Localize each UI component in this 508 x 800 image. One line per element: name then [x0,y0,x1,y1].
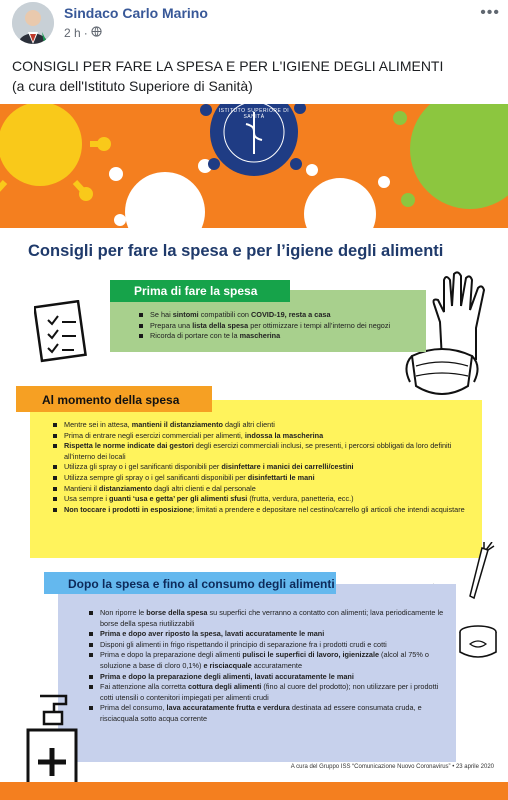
list-item-text: Non riporre le [100,608,147,617]
author-name[interactable]: Sindaco Carlo Marino [64,5,208,21]
list-item-text: mantieni il distanziamento [131,420,223,429]
list-item [138,331,424,342]
list-item [88,682,448,703]
list-item [138,321,424,332]
list-item-text: (frutta, verdura, panetteria, ecc.) [247,494,354,504]
list-item-text: Utilizza gli spray o i gel sanificanti disponibili per [64,462,222,472]
section-list [88,608,448,725]
list-item-text: (alcol al 75% o soluzione a base di cloro 0,1%) [100,650,429,670]
list-item-text: Disponi gli alimenti in frigo rispettando il principio di separazione fra i prodotti crudi e cotti [100,639,387,649]
list-item-text: per ottimizzare i tempi all’interno dei negozi [248,320,391,330]
list-item-text: cottura degli alimenti [188,682,262,692]
can-icon [456,624,500,660]
list-item [52,431,480,442]
virus-illustration [0,104,508,228]
bottom-strip [0,782,508,800]
list-item-text: Rispetta le norme indicate dai gestori [64,441,194,451]
section-before-shopping [110,280,426,352]
list-item-text: destinata ad essere consumata cruda, e risciacquala sotto acqua corrente [100,703,422,723]
list-item-text: disinfettarti le mani [247,472,315,482]
list-item-text: Mantieni il [64,483,99,493]
post-header [0,0,508,48]
more-options-icon[interactable]: ••• [480,4,500,21]
post-caption [12,56,498,96]
list-item [52,494,480,505]
caption-line-2: (a cura dell'Istituto Superiore di Sanità) [12,78,253,94]
section-title: Dopo la spesa e fino al consumo degli alimenti [68,577,335,591]
section-list [138,310,424,342]
poster-banner [0,104,508,228]
list-item-text: distanziamento [98,483,153,493]
list-item-text: accuratamente [251,660,303,670]
poster-image[interactable] [0,104,508,800]
list-item [52,484,480,495]
list-item [52,505,480,516]
list-item-text: su superfici che verranno a contatto con alimenti; lava periodicamente le borse della spesa riutilizzabili [100,608,444,628]
list-item-text: Fai attenzione alla corretta [100,682,189,692]
checklist-icon [34,300,92,364]
list-item [88,650,448,671]
list-item [88,640,448,651]
list-item-text: guanti ‘usa e getta’ per gli alimenti sfusi [109,494,248,504]
list-item-text: e risciacquale [203,660,252,670]
list-item-text: COVID-19, resta a casa [251,310,331,319]
list-item [52,441,480,462]
list-item-text: mascherina [239,331,281,341]
list-item-text: lava accuratamente frutta e verdura [166,703,290,713]
list-item-text: borse della spesa [146,608,208,617]
list-item [88,608,448,629]
poster-footer: A cura del Gruppo ISS “Comunicazione Nuovo Coronavirus” • 23 aprile 2020 [290,764,494,770]
list-item-text: degli esercizi commerciali inclusi, se presenti, i percorsi obbligati da loro definiti all’interno dei locali [64,441,452,461]
list-item-text: Non toccare i prodotti in esposizione [64,504,193,514]
list-item [52,420,480,431]
list-item-text: disinfettare i manici dei carrelli/cestini [221,462,354,472]
list-item-text: ; limitati a prendere e depositare nel cestino/carrello gli articoli che intendi acquistare [192,504,465,514]
section-after-shopping [44,572,458,762]
list-item-text: lista della spesa [192,320,249,330]
list-item-text: Ricorda di portare con te la [150,331,240,341]
section-title: Al momento della spesa [42,393,180,407]
list-item-text: Prima e dopo aver riposto la spesa, lavati accuratamente le mani [100,629,325,639]
avatar[interactable] [12,2,54,44]
section-during-shopping [16,386,494,558]
list-item [52,462,480,473]
list-item-text: Mentre sei in attesa, [64,420,132,429]
list-item [88,672,448,683]
list-item-text: Prima di entrare negli esercizi commerciali per alimenti, [64,430,245,440]
list-item-text: Utilizza sempre gli spray o i gel sanificanti disponibili per [64,472,248,482]
list-item-text: Se hai [150,310,173,319]
post-time[interactable]: 2 h [64,26,81,40]
list-item-text: Prepara una [150,320,193,330]
list-item-text: pulisci le superfici di lavoro, igienizzale [242,650,380,660]
list-item [138,310,424,321]
section-title: Prima di fare la spesa [134,284,258,298]
list-item-text: (fino al cuore del prodotto); non utilizzare per i prodotti cotti utensili o contenitori impiegati per alimenti crudi [100,682,439,702]
list-item-text: dagli altri clienti [222,420,275,429]
list-item-text: Usa sempre i [64,494,110,504]
list-item-text: indossa la mascherina [244,430,324,440]
carrot-icon [466,542,496,602]
separator-dot: · [83,26,88,40]
list-item-text: compatibili con [198,310,251,319]
caption-line-1: CONSIGLI PER FARE LA SPESA E PER L'IGIENE DEGLI ALIMENTI [12,58,444,74]
list-item-text: dagli altri clienti e dal personale [152,483,256,493]
list-item [88,703,448,724]
list-item-text: Prima e dopo la preparazione degli alimenti, lavati accuratamente le mani [100,671,354,681]
list-item [88,629,448,640]
post-meta [64,26,102,40]
list-item-text: sintomi [172,310,199,319]
seal-text: ISTITUTO SUPERIORE DI SANITÀ [218,108,290,120]
list-item [52,473,480,484]
poster-title: Consigli per fare la spesa e per l’igiene degli alimenti [28,242,444,260]
sanitizer-bottle-icon [18,690,84,790]
section-list [52,420,480,515]
globe-icon[interactable] [91,26,102,40]
list-item-text: Prima e dopo la preparazione degli alimenti [100,650,243,660]
list-item-text: Prima del consumo, [100,703,167,713]
